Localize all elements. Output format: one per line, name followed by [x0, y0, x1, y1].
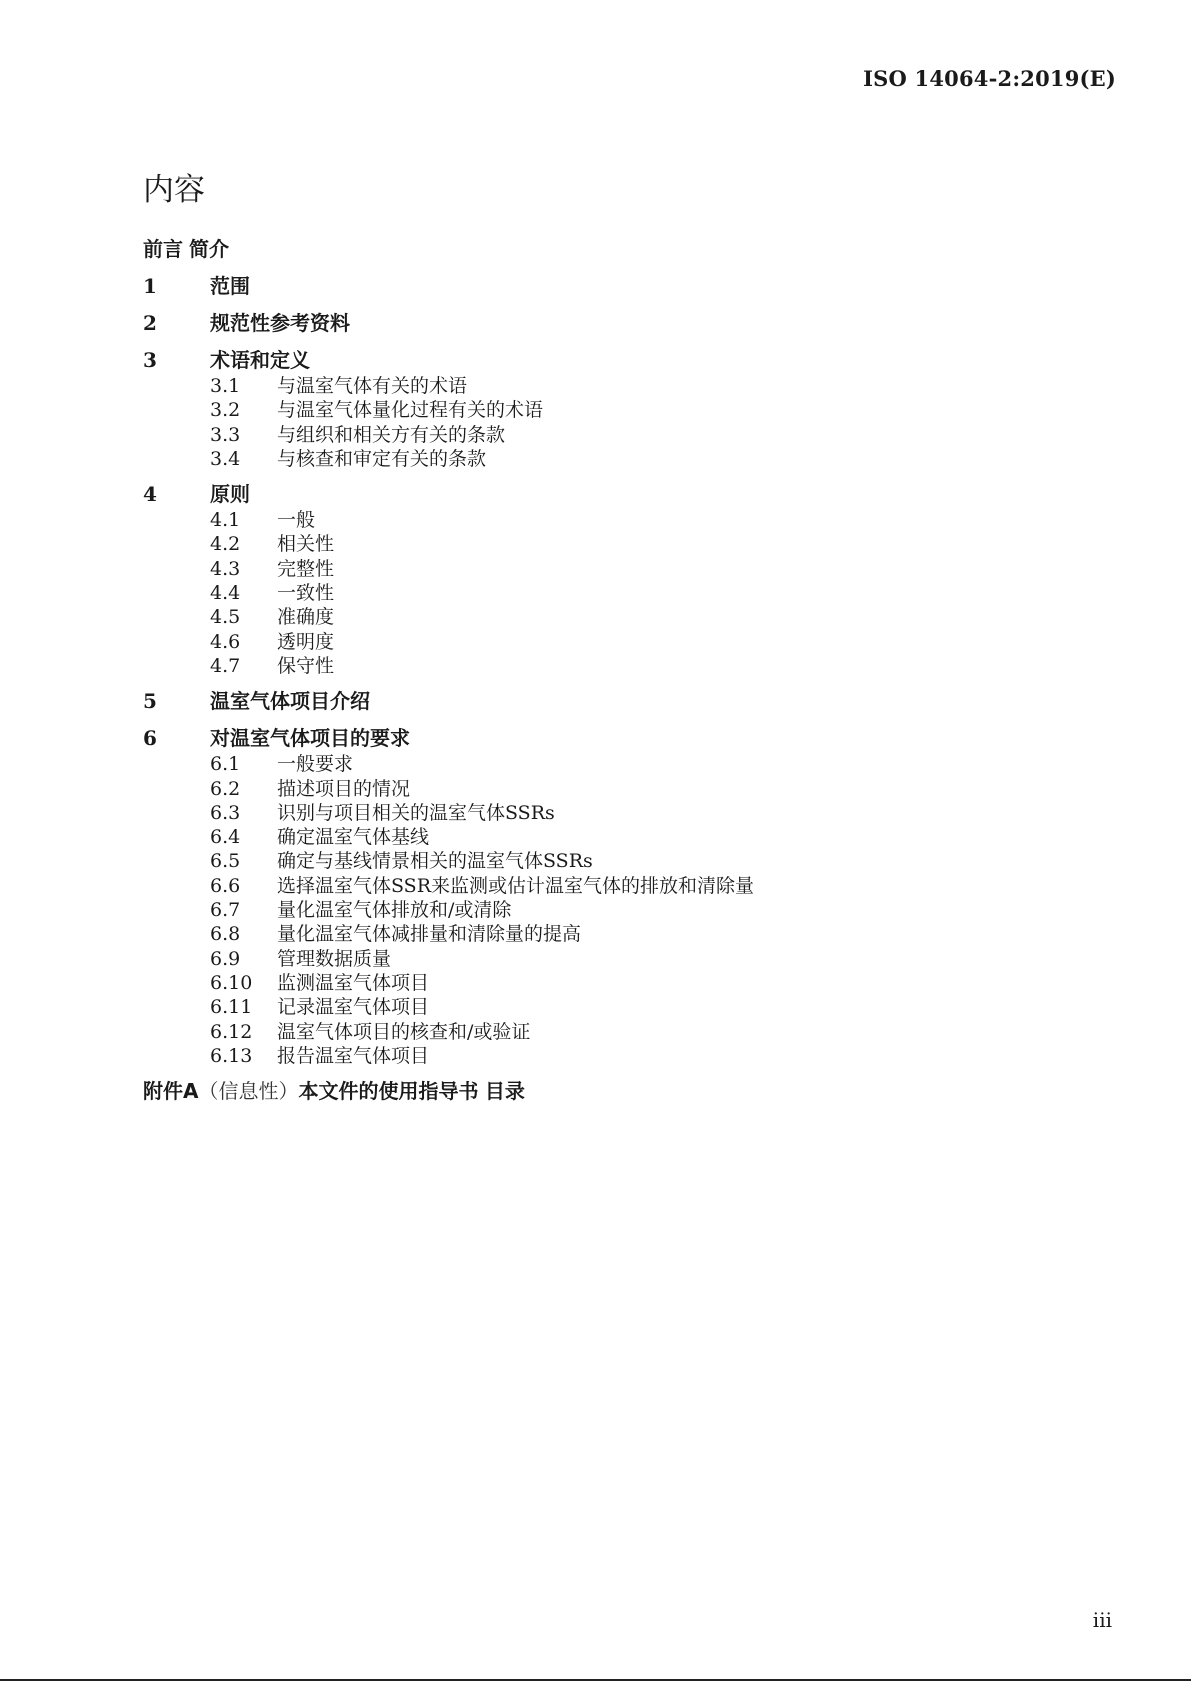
subclause-number: 6.6 — [210, 874, 241, 897]
subclause-title: 报告温室气体项目 — [277, 1044, 430, 1067]
toc-subclause-entry[interactable] — [143, 849, 1093, 873]
subclause-title: 量化温室气体排放和/或清除 — [277, 899, 512, 922]
subclause-number: 6.5 — [210, 850, 241, 873]
subclause-number: 6.13 — [210, 1044, 253, 1067]
subclause-number: 4.4 — [210, 582, 241, 605]
subclause-title: 监测温室气体项目 — [277, 971, 430, 994]
subclause-title: 透明度 — [277, 630, 335, 653]
subclause-number: 6.10 — [210, 971, 253, 994]
subclause-title: 量化温室气体减排量和清除量的提高 — [277, 923, 582, 946]
subclause-title: 与温室气体量化过程有关的术语 — [277, 399, 544, 422]
toc-item-annex-a[interactable] — [143, 1077, 1093, 1105]
subclause-title: 保守性 — [277, 654, 335, 677]
toc-subclause-entry[interactable] — [143, 874, 1093, 898]
toc-subclause-entry[interactable] — [143, 777, 1093, 801]
clause-number: 5 — [143, 689, 157, 714]
subclause-title: 一般要求 — [277, 753, 354, 776]
subclause-number: 6.11 — [210, 996, 253, 1019]
toc-subclause-entry[interactable] — [143, 654, 1093, 678]
toc-subclause-entry[interactable] — [143, 752, 1093, 776]
toc-subclause-entry[interactable] — [143, 1020, 1093, 1044]
toc-clause-entry[interactable] — [143, 309, 1093, 337]
subclause-title: 完整性 — [277, 557, 335, 580]
subclause-title: 与组织和相关方有关的条款 — [277, 423, 506, 446]
toc-clause — [143, 272, 1093, 300]
toc-clause — [143, 687, 1093, 715]
toc-subclause-list — [143, 752, 1093, 1068]
toc-subclause-entry[interactable] — [143, 374, 1093, 398]
subclause-title: 相关性 — [277, 533, 335, 556]
toc-clause — [143, 346, 1093, 471]
subclause-number: 6.1 — [210, 753, 241, 776]
toc-clause — [143, 309, 1093, 337]
toc-subclause-entry[interactable] — [143, 630, 1093, 654]
subclause-title: 一般 — [277, 509, 316, 532]
annex-title: 本文件的使用指导书 — [298, 1079, 479, 1104]
bottom-rule — [0, 1679, 1191, 1681]
toc-clause-entry[interactable] — [143, 687, 1093, 715]
toc-subclause-entry[interactable] — [143, 557, 1093, 581]
toc-subclause-entry[interactable] — [143, 801, 1093, 825]
toc-subclause-entry[interactable] — [143, 447, 1093, 471]
toc-clause — [143, 480, 1093, 678]
subclause-number: 3.4 — [210, 447, 241, 470]
clause-number: 4 — [143, 482, 157, 507]
subclause-number: 4.1 — [210, 509, 241, 532]
toc-subclause-entry[interactable] — [143, 898, 1093, 922]
subclause-number: 3.3 — [210, 423, 241, 446]
subclause-title: 管理数据质量 — [277, 947, 392, 970]
toc-clause-entry[interactable] — [143, 480, 1093, 508]
subclause-title: 确定温室气体基线 — [277, 826, 430, 849]
clause-title: 对温室气体项目的要求 — [210, 726, 410, 751]
toc-subclause-entry[interactable] — [143, 947, 1093, 971]
subclause-title: 记录温室气体项目 — [277, 996, 430, 1019]
subclause-number: 6.4 — [210, 826, 241, 849]
clause-number: 3 — [143, 348, 157, 372]
toc-subclause-list — [143, 508, 1093, 678]
clause-number: 1 — [143, 274, 157, 298]
toc-clause — [143, 724, 1093, 1068]
table-of-contents — [143, 235, 1093, 1105]
page-number: iii — [1092, 1608, 1112, 1632]
subclause-title: 与核查和审定有关的条款 — [277, 447, 487, 470]
subclause-title: 一致性 — [277, 582, 335, 605]
toc-subclause-entry[interactable] — [143, 971, 1093, 995]
subclause-title: 确定与基线情景相关的温室气体SSRs — [277, 850, 593, 873]
toc-subclause-entry[interactable] — [143, 1044, 1093, 1068]
toc-subclause-entry[interactable] — [143, 825, 1093, 849]
subclause-number: 6.3 — [210, 801, 241, 824]
subclause-title: 与温室气体有关的术语 — [277, 375, 468, 397]
toc-front-matter — [143, 235, 1093, 263]
subclause-number: 6.12 — [210, 1020, 253, 1043]
toc-item-introduction[interactable]: 简介 — [189, 237, 229, 261]
toc-subclause-entry[interactable] — [143, 508, 1093, 532]
subclause-number: 4.3 — [210, 557, 241, 580]
annex-type: （信息性） — [198, 1079, 299, 1104]
clause-title: 术语和定义 — [210, 348, 310, 372]
subclause-number: 3.2 — [210, 399, 241, 422]
subclause-number: 6.7 — [210, 899, 241, 922]
toc-subclause-entry[interactable] — [143, 398, 1093, 422]
subclause-number: 4.2 — [210, 533, 241, 556]
subclause-title: 温室气体项目的核查和/或验证 — [277, 1020, 531, 1043]
clause-title: 温室气体项目介绍 — [210, 689, 370, 714]
toc-subclause-entry[interactable] — [143, 423, 1093, 447]
toc-subclause-entry[interactable] — [143, 605, 1093, 629]
subclause-number: 4.7 — [210, 654, 241, 677]
document-code: ISO 14064-2:2019(E) — [863, 66, 1116, 91]
subclause-number: 6.9 — [210, 947, 241, 970]
page-title: 内容 — [143, 172, 205, 208]
subclause-title: 识别与项目相关的温室气体SSRs — [277, 801, 555, 824]
toc-clause-entry[interactable] — [143, 272, 1093, 300]
subclause-number: 4.6 — [210, 630, 241, 653]
subclause-number: 3.1 — [210, 375, 241, 397]
clause-title: 原则 — [210, 482, 250, 507]
subclause-title: 描述项目的情况 — [277, 777, 411, 800]
subclause-number: 4.5 — [210, 606, 241, 629]
annex-label: 附件A — [143, 1079, 199, 1104]
toc-subclause-entry[interactable] — [143, 922, 1093, 946]
subclause-number: 6.2 — [210, 777, 241, 800]
clause-number: 2 — [143, 311, 157, 335]
toc-subclause-entry[interactable] — [143, 581, 1093, 605]
subclause-title: 选择温室气体SSR来监测或估计温室气体的排放和清除量 — [277, 874, 755, 897]
toc-clause-entry[interactable] — [143, 346, 1093, 374]
toc-item-foreword[interactable]: 前言 — [143, 237, 183, 261]
clause-title: 范围 — [210, 274, 250, 298]
subclause-number: 6.8 — [210, 923, 241, 946]
annex-trailing-label: 目录 — [484, 1079, 525, 1104]
toc-subclause-entry[interactable] — [143, 532, 1093, 556]
toc-subclause-entry[interactable] — [143, 995, 1093, 1019]
toc-clause-entry[interactable] — [143, 724, 1093, 752]
clause-number: 6 — [143, 726, 157, 751]
toc-subclause-list — [143, 374, 1093, 471]
subclause-title: 准确度 — [277, 606, 335, 629]
toc-clauses — [143, 272, 1093, 1068]
clause-title: 规范性参考资料 — [210, 311, 350, 335]
